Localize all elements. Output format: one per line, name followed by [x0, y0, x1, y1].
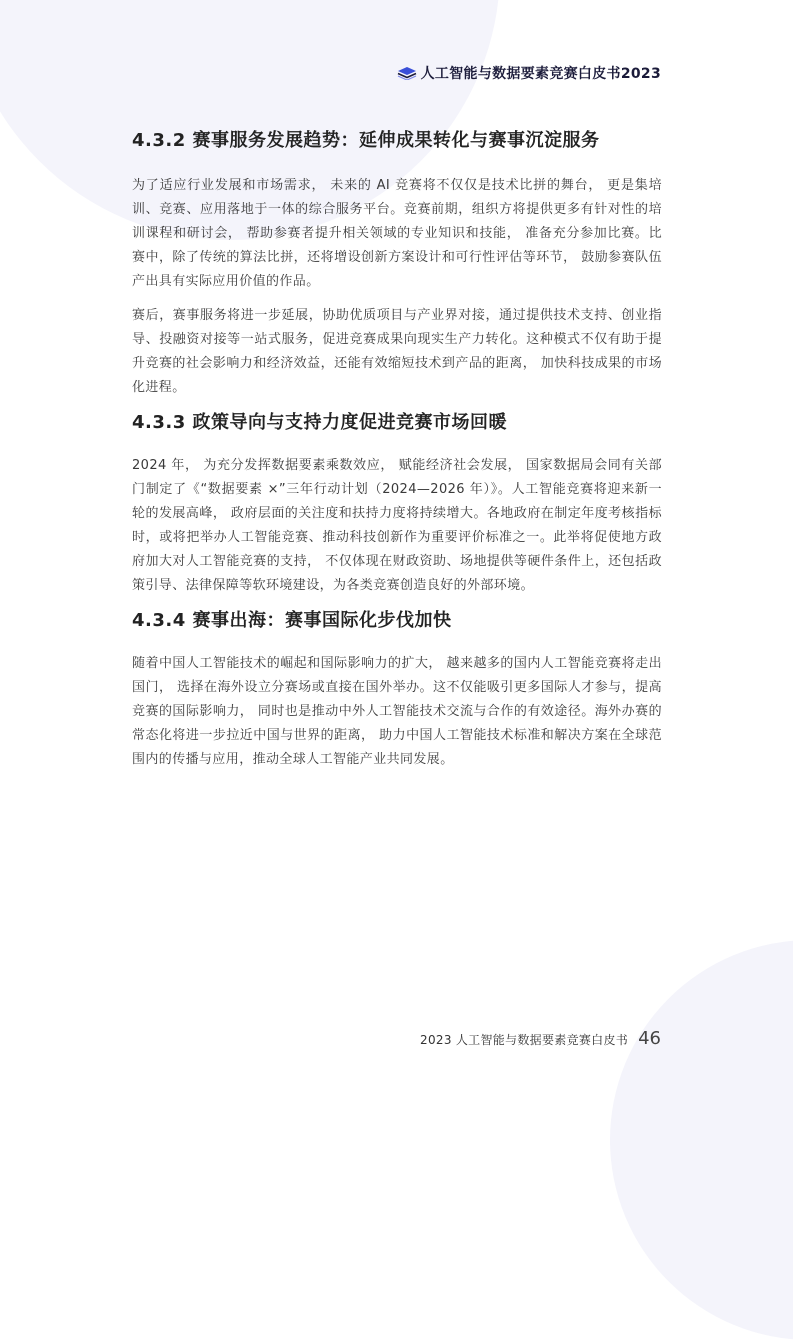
paragraph: 为了适应行业发展和市场需求， 未来的 AI 竞赛将不仅仅是技术比拼的舞台， 更是集培训、竞赛、应用落地于一体的综合服务平台。竞赛前期，组织方将提供更多有针对性的培训课程和研讨会， 帮助参赛者提升相关领域的专业知识和技能， 准备充分参加比赛。比赛中，除了传统的算法比拼，还将增设创新方案设计和可行性评估等环节， 鼓励参赛队伍产出具有实际应用价值的作品。: [132, 178, 662, 289]
page-number: 46: [638, 1028, 661, 1049]
paragraph: 随着中国人工智能技术的崛起和国际影响力的扩大， 越来越多的国内人工智能竞赛将走出国门， 选择在海外设立分赛场或直接在国外举办。这不仅能吸引更多国际人才参与，提高竞赛的国际影响力， 同时也是推动中外人工智能技术交流与合作的有效途径。海外办赛的常态化将进一步拉近中国与世界的距离， 助力中国人工智能技术标准和解决方案在全球范围内的传播与应用，推动全球人工智能产业共同发展。: [132, 656, 662, 767]
footer-title: 2023 人工智能与数据要素竞赛白皮书: [420, 1033, 629, 1047]
section-heading: 4.3.4 赛事出海：赛事国际化步伐加快: [132, 610, 452, 631]
paragraph: 赛后，赛事服务将进一步延展，协助优质项目与产业界对接，通过提供技术支持、创业指导、投融资对接等一站式服务，促进竞赛成果向现实生产力转化。这种模式不仅有助于提升竞赛的社会影响力和经济效益，还能有效缩短技术到产品的距离， 加快科技成果的市场化进程。: [132, 308, 662, 395]
page-footer: [420, 1028, 661, 1049]
stacked-layers-icon: [397, 66, 417, 80]
header-title: 人工智能与数据要素竞赛白皮书2023: [420, 66, 661, 82]
running-header: [397, 63, 661, 83]
background-decoration-bottom: [610, 940, 793, 1340]
main-content: [132, 128, 662, 772]
section-heading: 4.3.3 政策导向与支持力度促进竞赛市场回暖: [132, 412, 508, 433]
paragraph: 2024 年， 为充分发挥数据要素乘数效应， 赋能经济社会发展， 国家数据局会同有关部门制定了《“数据要素 ×”三年行动计划（2024—2026 年）》。人工智能竞赛将迎来新一轮的发展高峰， 政府层面的关注度和扶持力度将持续增大。各地政府在制定年度考核指标时，或将把举办人工智能竞赛、推动科技创新作为重要评价标准之一。此举将促使地方政府加大对人工智能竞赛的支持， 不仅体现在财政资助、场地提供等硬件条件上，还包括政策引导、法律保障等软环境建设，为各类竞赛创造良好的外部环境。: [132, 458, 662, 593]
section-heading: 4.3.2 赛事服务发展趋势：延伸成果转化与赛事沉淀服务: [132, 130, 600, 151]
